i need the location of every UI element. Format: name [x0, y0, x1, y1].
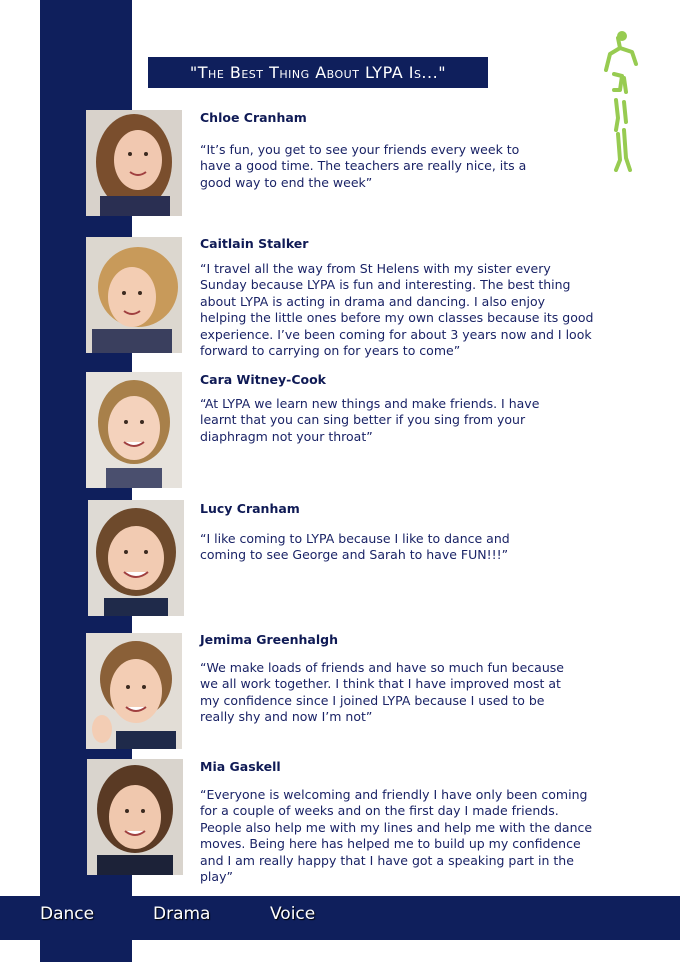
portrait-photo [88, 500, 184, 616]
student-name: Chloe Cranham [200, 110, 307, 125]
lypa-figure-logo [594, 30, 646, 180]
footer-word-voice: Voice [270, 904, 316, 924]
footer-bar [0, 896, 680, 940]
page-banner-title: "The Best Thing About LYPA Is..." [148, 57, 488, 88]
student-name: Caitlain Stalker [200, 236, 309, 251]
portrait-photo [86, 237, 182, 353]
student-quote: “I travel all the way from St Helens with my sister every Sunday because LYPA is fun and interesting. The best thing about LYPA is acting in drama and dancing. I also enjoy helping the little ones before my own classes because its good experience. I’ve been coming for about 3 years now and I look forward to carrying on for years to come” [200, 261, 594, 359]
student-name: Mia Gaskell [200, 759, 281, 774]
portrait-photo [86, 372, 182, 488]
footer-word-dance: Dance [40, 904, 95, 924]
portrait-photo [87, 759, 183, 875]
student-name: Cara Witney-Cook [200, 372, 326, 387]
portrait-photo [86, 110, 182, 216]
student-quote: “I like coming to LYPA because I like to dance and coming to see George and Sarah to have FUN!!!” [200, 531, 510, 563]
footer-word-drama: Drama [153, 904, 211, 924]
student-quote: “Everyone is welcoming and friendly I have only been coming for a couple of weeks and on the first day I made friends. People also help me with my lines and help me with the dance moves. Being here has helped me to build up my confidence and I am really happy that I have got a speaking part in the play” [200, 787, 593, 885]
student-quote: “At LYPA we learn new things and make friends. I have learnt that you can sing better if you sing from your diaphragm not your throat” [200, 396, 540, 444]
student-quote: “It’s fun, you get to see your friends every week to have a good time. The teachers are really nice, its a good way to end the week” [200, 142, 527, 190]
student-quote: “We make loads of friends and have so much fun because we all work together. I think that I have improved most at my confidence since I joined LYPA because I used to be really shy and now I’m not” [200, 660, 564, 725]
student-name: Jemima Greenhalgh [200, 632, 338, 647]
student-name: Lucy Cranham [200, 501, 300, 516]
portrait-photo [86, 633, 182, 749]
